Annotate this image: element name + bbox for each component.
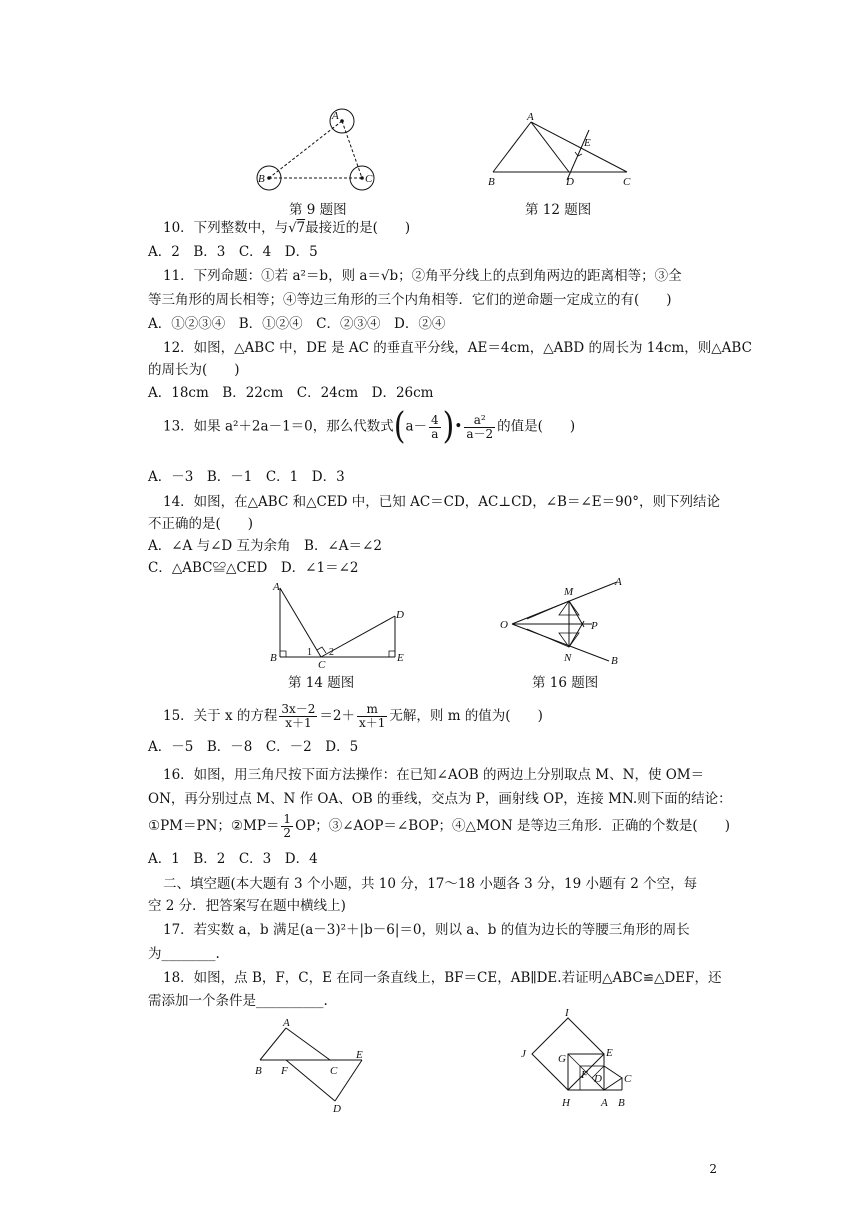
q14-line1: 14．如图，在△ABC 和△CED 中，已知 AC＝CD，AC⊥CD，∠B＝∠E＝90°，则下列结论 bbox=[163, 494, 721, 510]
q11-line1: 11．下列命题：①若 a²＝b，则 a＝√b；②角平分线上的点到角两边的距离相等；③全 bbox=[163, 268, 682, 284]
fig16-label-p: P bbox=[591, 620, 598, 632]
fig12-caption: 第 12 题图 bbox=[525, 202, 592, 218]
fig16-label-n: N bbox=[564, 652, 572, 664]
q18-line1: 18．如图，点 B，F，C，E 在同一条直线上，BF＝CE，AB∥DE.若证明△ABC≌△DEF，还 bbox=[163, 970, 722, 986]
fig18-label-c: C bbox=[330, 1065, 338, 1077]
fig19-label-f: F bbox=[581, 1069, 588, 1081]
fig12-label-e: E bbox=[584, 137, 591, 149]
q13-options: A．－3 B．－1 C．1 D．3 bbox=[148, 469, 345, 485]
q17-line1: 17．若实数 a，b 满足(a－3)²＋|b－6|＝0，则以 a、b 的值为边长的等腰三角形的周长 bbox=[163, 922, 690, 938]
fig18-label-b: B bbox=[255, 1065, 262, 1077]
fig16-label-o: O bbox=[500, 619, 508, 631]
q12-line2: 的周长为( ) bbox=[148, 362, 240, 378]
page-number: 2 bbox=[709, 1162, 717, 1176]
q14-line2: 不正确的是( ) bbox=[148, 516, 254, 532]
fig18-label-f: F bbox=[281, 1065, 288, 1077]
q14-options2: C．△ABC≌△CED D．∠1＝∠2 bbox=[148, 560, 359, 576]
fig16-caption: 第 16 题图 bbox=[532, 675, 599, 691]
q16-line3: ①PM＝PN；②MP＝ $\frac{1}{2}$ OP；③∠AOP＝∠BOP；④△MON 是等边三角形．正确的个数是( ) bbox=[148, 812, 730, 840]
q16-line2: ON，再分别过点 M、N 作 OA、OB 的垂线，交点为 P，画射线 OP，连接 MN.则下面的结论： bbox=[148, 791, 732, 807]
fig14-label-b: B bbox=[270, 652, 277, 664]
q18-line2: 需添加一个条件是__________. bbox=[148, 993, 328, 1009]
q16-line1: 16．如图，用三角尺按下面方法操作：在已知∠AOB 的两边上分别取点 M、N，使 OM＝ bbox=[163, 767, 705, 783]
fig18-label-a: A bbox=[283, 1017, 290, 1029]
fig19-label-b: B bbox=[618, 1097, 625, 1109]
figure-9 bbox=[255, 105, 385, 195]
fig9-label-b: B bbox=[258, 173, 265, 185]
figure-12 bbox=[485, 110, 645, 190]
q11-line2: 等三角形的周长相等；④等边三角形的三个内角相等．它们的逆命题一定成立的有( ) bbox=[148, 292, 672, 308]
q15-options: A．－5 B．－8 C．－2 D．5 bbox=[148, 739, 359, 755]
q13-stem: 13．如果 a²＋2a－1＝0，那么代数式(a－ $\frac{4}{a}$ )• $\frac{\text{a²}}{a-2}$ 的值是( ) bbox=[163, 405, 576, 448]
fig18-label-e: E bbox=[356, 1049, 363, 1061]
q12-line1: 12．如图，△ABC 中，DE 是 AC 的垂直平分线，AE＝4cm，△ABD 的周长为 14cm，则△ABC bbox=[163, 340, 752, 356]
section2-line1: 二、填空题(本大题有 3 个小题，共 10 分，17～18 小题各 3 分，19 小题有 2 个空，每 bbox=[163, 876, 698, 892]
section2-line2: 空 2 分．把答案写在题中横线上) bbox=[148, 898, 346, 914]
fig12-label-c: C bbox=[623, 176, 631, 188]
q16-options: A．1 B．2 C．3 D．4 bbox=[148, 851, 318, 867]
fig14-caption: 第 14 题图 bbox=[288, 675, 355, 691]
fig19-label-d: D bbox=[594, 1073, 602, 1085]
fig16-label-m: M bbox=[564, 586, 574, 598]
figure-14 bbox=[265, 580, 410, 670]
q12-options: A．18cm B．22cm C．24cm D．26cm bbox=[148, 385, 434, 401]
fig19-label-c: C bbox=[624, 1073, 632, 1085]
fig19-label-j: J bbox=[521, 1048, 526, 1060]
fig16-label-a: A bbox=[615, 576, 622, 588]
fig14-label-c: C bbox=[318, 659, 326, 671]
fig12-label-b: B bbox=[488, 176, 495, 188]
q14-options1: A．∠A 与∠D 互为余角 B．∠A＝∠2 bbox=[148, 538, 382, 554]
fig19-label-g: G bbox=[558, 1053, 566, 1065]
fig9-label-c: C bbox=[365, 173, 373, 185]
fig16-label-b: B bbox=[611, 655, 618, 667]
figure-19 bbox=[518, 1007, 643, 1115]
fig9-label-a: A bbox=[332, 110, 339, 122]
fig14-label-1: 1 bbox=[307, 647, 312, 658]
fig19-label-h: H bbox=[562, 1097, 570, 1109]
fig19-label-a: A bbox=[601, 1097, 608, 1109]
fig14-label-d: D bbox=[396, 609, 404, 621]
figure-16 bbox=[497, 575, 632, 670]
q11-options: A．①②③④ B．①②④ C．②③④ D．②④ bbox=[148, 316, 446, 332]
q10-stem: 10．下列整数中，与√7最接近的是( ) bbox=[163, 220, 411, 236]
fig14-label-2: 2 bbox=[329, 647, 334, 658]
figure-18 bbox=[250, 1015, 385, 1115]
q10-options: A．2 B．3 C．4 D．5 bbox=[148, 244, 318, 260]
q17-line2: 为________. bbox=[148, 946, 220, 962]
fig19-label-i: I bbox=[565, 1007, 569, 1019]
fig19-label-e: E bbox=[606, 1047, 613, 1059]
fig14-label-e: E bbox=[397, 652, 404, 664]
fig12-label-d: D bbox=[566, 176, 574, 188]
fig12-label-a: A bbox=[527, 111, 534, 123]
fig14-label-a: A bbox=[273, 581, 280, 593]
q15-stem: 15．关于 x 的方程 $\frac{3x-2}{x+1}$ ＝2＋ $\frac{m}{x+1}$ 无解，则 m 的值为( ) bbox=[163, 702, 543, 730]
fig18-label-d: D bbox=[333, 1103, 341, 1115]
fig9-caption: 第 9 题图 bbox=[289, 202, 347, 218]
